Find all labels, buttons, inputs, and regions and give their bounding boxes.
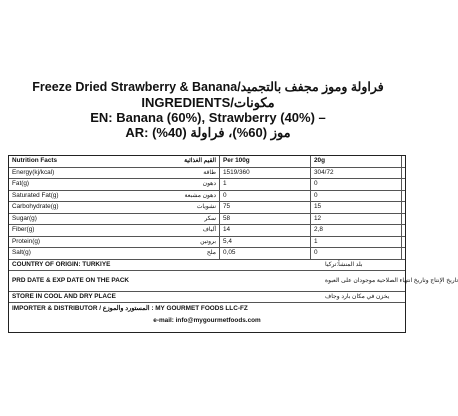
nutrient-ar: طاقة [203,169,216,176]
table-row [9,179,405,191]
header-en: Nutrition Facts [12,157,58,165]
storage-ar: يخزن في مكان بارد وجاف [325,293,390,300]
storage-row [9,292,405,303]
nutrient-ar: بروتين [200,238,216,245]
empty-cell [402,167,406,179]
importer-text: IMPORTER & DISTRIBUTOR / المستورد والموزع : MY GOURMET FOODS LLC-FZ [12,304,248,312]
nutrient-ar: دهون مشبعة [184,192,216,199]
table-row [9,190,405,202]
nutrient-ar: ملح [206,250,216,257]
per100-value: 5,4 [220,236,311,248]
per20-value: 1 [311,236,402,248]
nutrient-cell [9,225,220,237]
origin-ar: بلد المنشأ:تركيا [325,261,363,268]
per100-value: 14 [220,225,311,237]
nutrient-en: Fiber(g) [12,226,35,234]
importer-row [9,303,405,331]
empty-cell [402,179,406,191]
nutrition-label [8,155,458,333]
table-row [9,225,405,237]
per20-value: 0 [311,179,402,191]
table-row [9,213,405,225]
nutrient-cell [9,179,220,191]
per100-value: 0 [220,190,311,202]
per100-value: 58 [220,213,311,225]
nutrient-cell [9,248,220,260]
per100-value: 1 [220,179,311,191]
nutrient-en: Fat(g) [12,180,30,188]
nutrient-cell [9,167,220,179]
nutrient-en: Energy(kj/kcal) [12,168,55,176]
nutrient-cell [9,202,220,214]
nutrient-ar: سكر [204,215,216,222]
nutrient-en: Salt(g) [12,249,31,257]
header-empty-cell [402,156,406,167]
nutrient-cell [9,213,220,225]
header-per20: 20g [311,156,402,167]
empty-cell [402,202,406,214]
table-row [9,167,405,179]
header-nutrient-cell [9,156,220,167]
table-row [9,248,405,260]
nutrient-en: Saturated Fat(g) [12,191,59,199]
table-row [9,236,405,248]
header-per100: Per 100g [220,156,311,167]
per20-value: 12 [311,213,402,225]
per20-value: 0 [311,248,402,260]
per100-value: 0,05 [220,248,311,260]
per100-value: 75 [220,202,311,214]
origin-row [9,260,405,271]
dates-ar: تاريخ الإنتاج وتاريخ انتهاء الصلاحية موجودان على العبوة [325,277,458,284]
ingredients-heading: INGREDIENTS/مكونات [141,95,275,110]
ingredients-arabic: AR: موز (60%)، فراولة (40%) [125,125,291,140]
per20-value: 304/72 [311,167,402,179]
origin-en: COUNTRY OF ORIGIN: TURKIYE [12,260,111,268]
empty-cell [402,236,406,248]
empty-cell [402,225,406,237]
empty-cell [402,248,406,260]
nutrient-en: Protein(g) [12,237,41,245]
nutrient-ar: دهون [202,181,216,188]
storage-en: STORE IN COOL AND DRY PLACE [12,292,116,300]
per20-value: 0 [311,190,402,202]
ingredients-english: EN: Banana (60%), Strawberry (40%) – [90,110,326,125]
nutrient-en: Sugar(g) [12,214,37,222]
product-header [0,80,416,140]
table-row [9,202,405,214]
nutrient-cell [9,236,220,248]
per100-value: 1519/360 [220,167,311,179]
empty-cell [402,190,406,202]
nutrient-en: Carbohydrate(g) [12,203,59,211]
nutrient-ar: نشويات [196,204,216,211]
dates-row [9,271,458,292]
header-ar: القيم الغذائية [184,158,216,165]
nutrient-cell [9,190,220,202]
table-header-row [9,156,405,167]
product-title: Freeze Dried Strawberry & Banana/فراولة وموز مجفف بالتجميد [32,80,384,94]
per20-value: 15 [311,202,402,214]
dates-en: PRD DATE & EXP DATE ON THE PACK [12,276,130,284]
per20-value: 2,8 [311,225,402,237]
empty-cell [402,213,406,225]
nutrient-ar: ألياف [202,227,216,234]
nutrition-table [9,156,405,260]
email-text: e-mail: info@mygourmetfoods.com [153,316,261,324]
